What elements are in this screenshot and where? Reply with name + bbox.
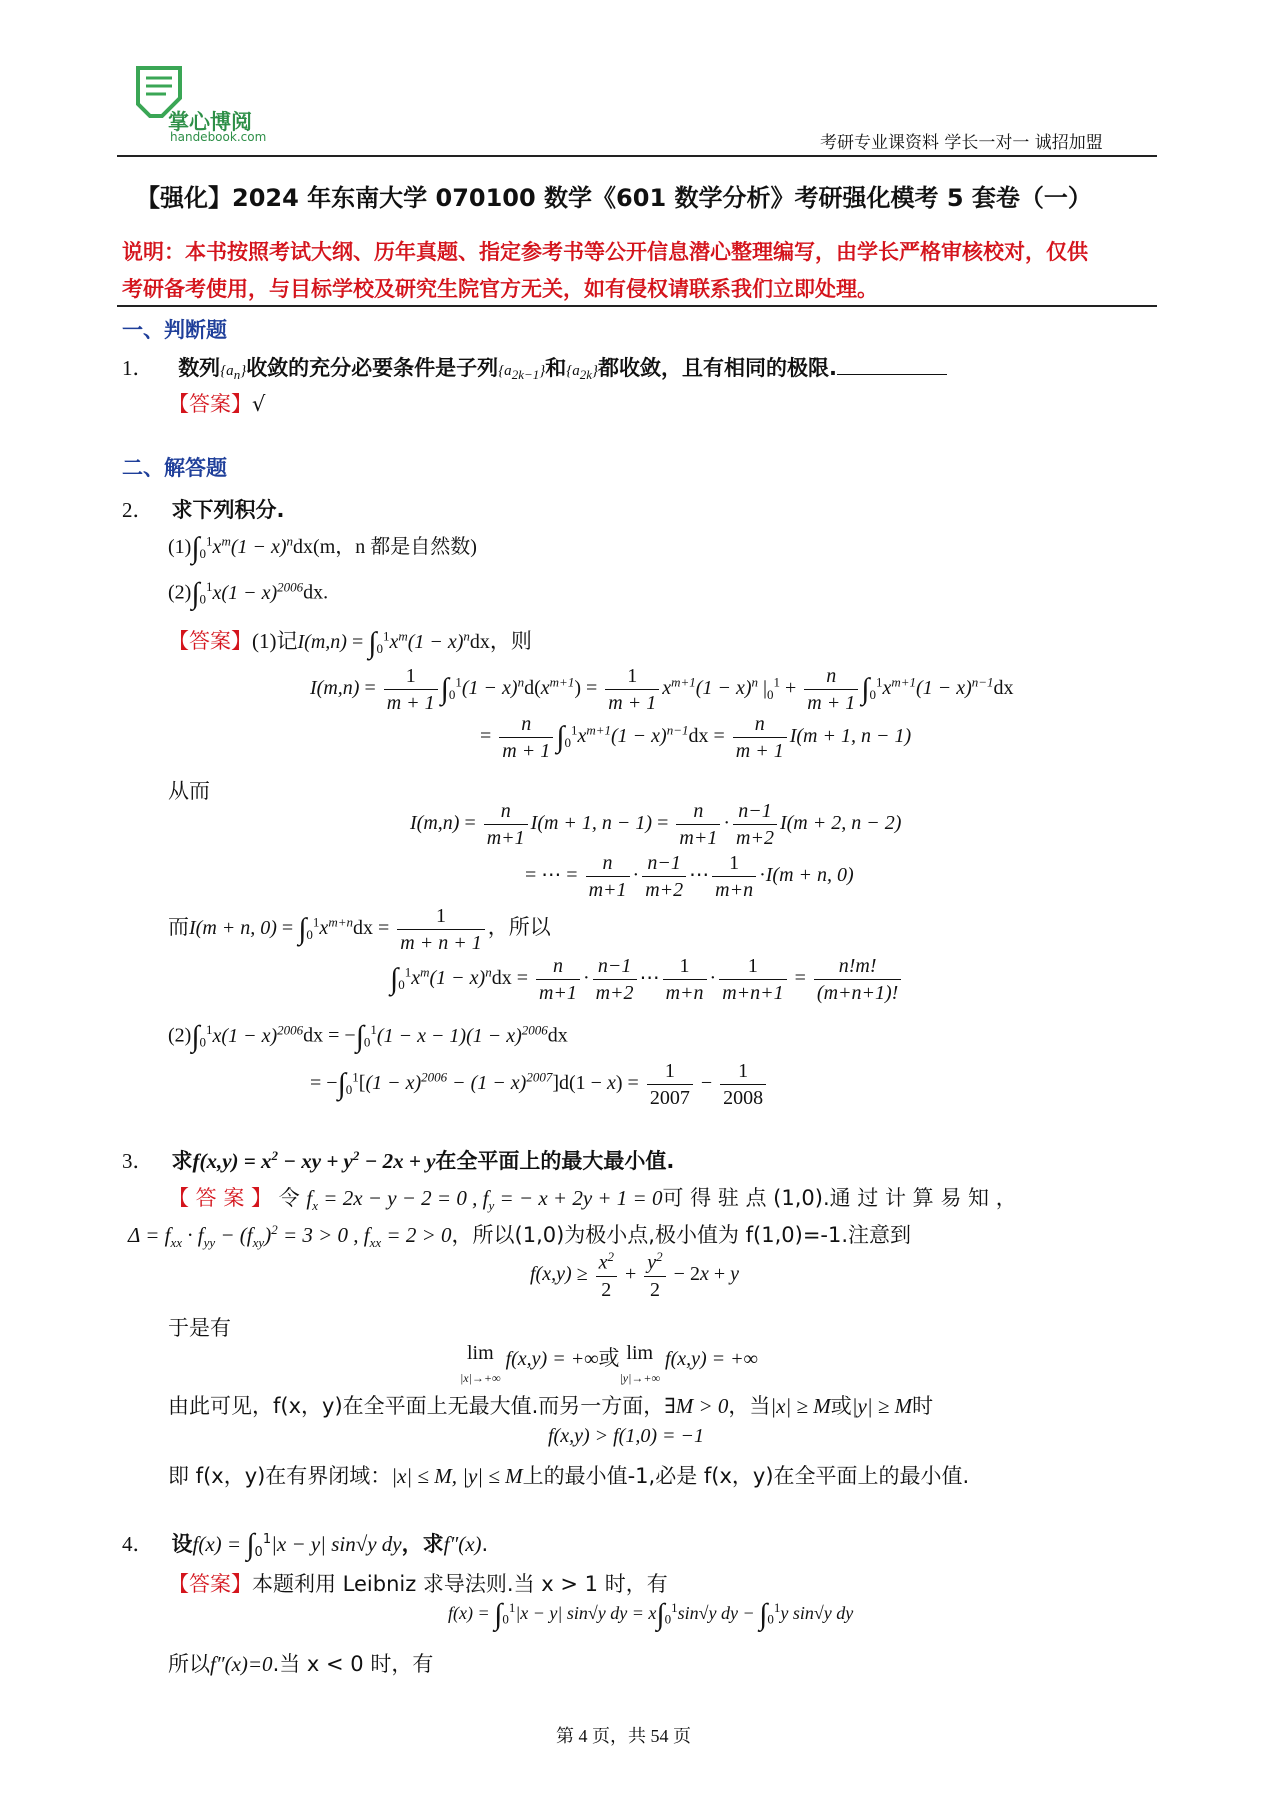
q1-num: 1． [122,356,154,380]
notice-rule [117,305,1157,307]
header-rule [117,155,1157,157]
section-heading-solve: 二、解答题 [122,456,227,480]
logo-name: 掌心博阅 [168,110,252,134]
q1-text-a: 数列 [178,356,221,380]
q3-conclude: 由此可见，f(x，y)在全平面上无最大值.而另一方面，∃M > 0，当|x| ≥ M或|y| ≥ M时 [168,1394,934,1418]
q2-eq-2: = $\frac{n}{m + 1}$ $\int_0^1x^{m+1}(1 - x)^{n-1}dx$ = $\frac{n}{m + 1}$ I(m + 1, n − 1) [480,713,912,762]
q1-text-b: 收敛的充分必要条件是子列 [246,356,499,380]
question-3: 3． 求$f(x,y) = x^2$ − xy + $y^2 - 2x + y$在全平面上的最大最小值. [122,1148,675,1173]
q2-part-1: $(1)\int_0^1x^m(1 - x)^ndx(m$，n 都是自然数) [168,531,477,565]
q3-eq-2: lim |x|→+∞ f(x,y) = +∞或 lim |y|→+∞ f(x,y) = +∞ [460,1342,758,1385]
q2-eq-5: 而I(m + n, $0) = \int_0^1x^{m+n}dx$ = $\frac{1}{m + n + 1}$ ，所以 [168,905,551,954]
question-2 [122,494,284,524]
q2-answer-label: 【答案】 [168,629,252,653]
q2-eq-3: I(m,n) = $\frac{n}{m+1}$ I(m + 1, n − 1) = $\frac{n}{m+1}$ · $\frac{n-1}{m+2}$ I(m + 2, n − 2) [410,800,902,849]
q3-answer-line-2: $\Delta = f_{xx} \cdot f_{yy} - (f_{xy})^2 = 3 > 0$ , $f_{xx} = 2 > 0$，所以(1,0)为极小点,极小值为 f(1,0)=-1.注意到 [128,1222,912,1251]
q2-eq-8: = $-\int_0^1[(1 - x)^{2006} - (1 - x)^{2007}]d(1 - x)$ = $\frac{1}{2007}$ − $\frac{1}{2008}$ [310,1060,769,1109]
q2-text: 求下列积分. [171,498,285,522]
q3-eq-1: f(x,y) ≥ $\frac{x^2}{2}$ + $\frac{y^2}{2}$ − 2x + y [530,1249,740,1301]
notice-line-1: 说明：本书按照考试大纲、历年真题、指定参考书等公开信息潜心整理编写，由学长严格审核校对，仅供 [122,240,1088,264]
q2-eq-7: $(2)\int_0^1x(1 - x)^{2006}dx = -\int_0^1(1 - x - 1)(1 - x)^{2006}dx$ [168,1020,568,1053]
header-tagline: 考研专业课资料 学长一对一 诚招加盟 [820,133,1103,153]
section-heading-judge: 一、判断题 [122,318,227,342]
q1-blank [837,374,947,375]
q3-final: 即 f(x，y)在有界闭域：|x| ≤ M, |y| ≤ M上的最小值-1,必是 f(x，y)在全平面上的最小值. [168,1464,970,1488]
q2-part-2: $(2)\int_0^1x(1 - x)^{2006}dx$. [168,577,329,610]
q2-num: 2． [122,498,154,522]
doc-title: 【强化】2024 年东南大学 070100 数学《601 数学分析》考研强化模考 5 套卷（一） [136,184,1092,212]
q3-eq-3: f(x,y) > f(1,0) = −1 [548,1425,704,1447]
q4-eq-1: $f(x) = \int_0^1|x - y|$ sin√y dy = $x\int_0^1\sin√y$ dy − $\int_0^1y$ sin√y dy [448,1598,854,1631]
q4-answer-2: 所以f″(x)=0.当 x < 0 时，有 [168,1652,434,1676]
q2-eq-6: $\int_0^1x^m(1 - x)^ndx$ = $\frac{n}{m+1}$ · $\frac{n-1}{m+2}$ ⋯ $\frac{1}{m+n}$ · $\frac{1}{m+n+1}$ = $\frac{n!m!}{(m+n+1)!}$ [390,955,904,1004]
q2-congerer: 从而 [168,779,210,803]
q2-eq-1: I(m,n) = $\frac{1}{m + 1}$ $\int_0^1(1 - x)^nd(x^{m+1})$ = $\frac{1}{m + 1}$ $x^{m+1}(1 - x)^n$ $|_0^1$ + $\frac{n}{m + 1}$ $\int_0^1x^{m+1}(1 - x)^{n-1}dx$ [310,665,1014,714]
q3-answer-line-1: 【 答 案 】 令 $f_x = 2x - y - 2 = 0$ , $f_y$ = − x + 2y + 1 = 0可 得 驻 点 (1,0).通 过 计 算 易 知 ， [168,1186,1017,1214]
q4-answer: 【答案】本题利用 Leibniz 求导法则.当 x > 1 时，有 [168,1572,668,1596]
logo-url: handebook.com [170,130,267,144]
q1-answer-label: 【答案】 [168,392,252,416]
question-1: 1． 数列$\{a_n\}$收敛的充分必要条件是子列$\{a_{2k-1}\}$和$\{a_{2k}\}$都收敛，且有相同的极限. [122,352,947,383]
q1-answer [168,388,265,418]
page-number: 第 4 页，共 54 页 [556,1726,691,1746]
q2-eq-4: = ⋯ = $\frac{n}{m+1}$ · $\frac{n-1}{m+2}$ ⋯ $\frac{1}{m+n}$ ·I(m + n, 0) [525,852,854,901]
q3-yushi: 于是有 [168,1316,231,1340]
q1-answer-value: √ [252,392,266,416]
q2-answer-intro: 【答案】(1)记$I(m,n) = \int_0^1x^m(1 - x)^ndx$，则 [168,626,532,660]
q1-text-d: 都收敛，且有相同的极限. [598,356,837,380]
question-4: 4． 设$f(x) = \int_0^1|x - y|$ sin√y dy，求f″(x). [122,1528,489,1561]
notice-line-2: 考研备考使用，与目标学校及研究生院官方无关，如有侵权请联系我们立即处理。 [122,277,878,301]
q1-text-c: 和 [545,356,567,380]
